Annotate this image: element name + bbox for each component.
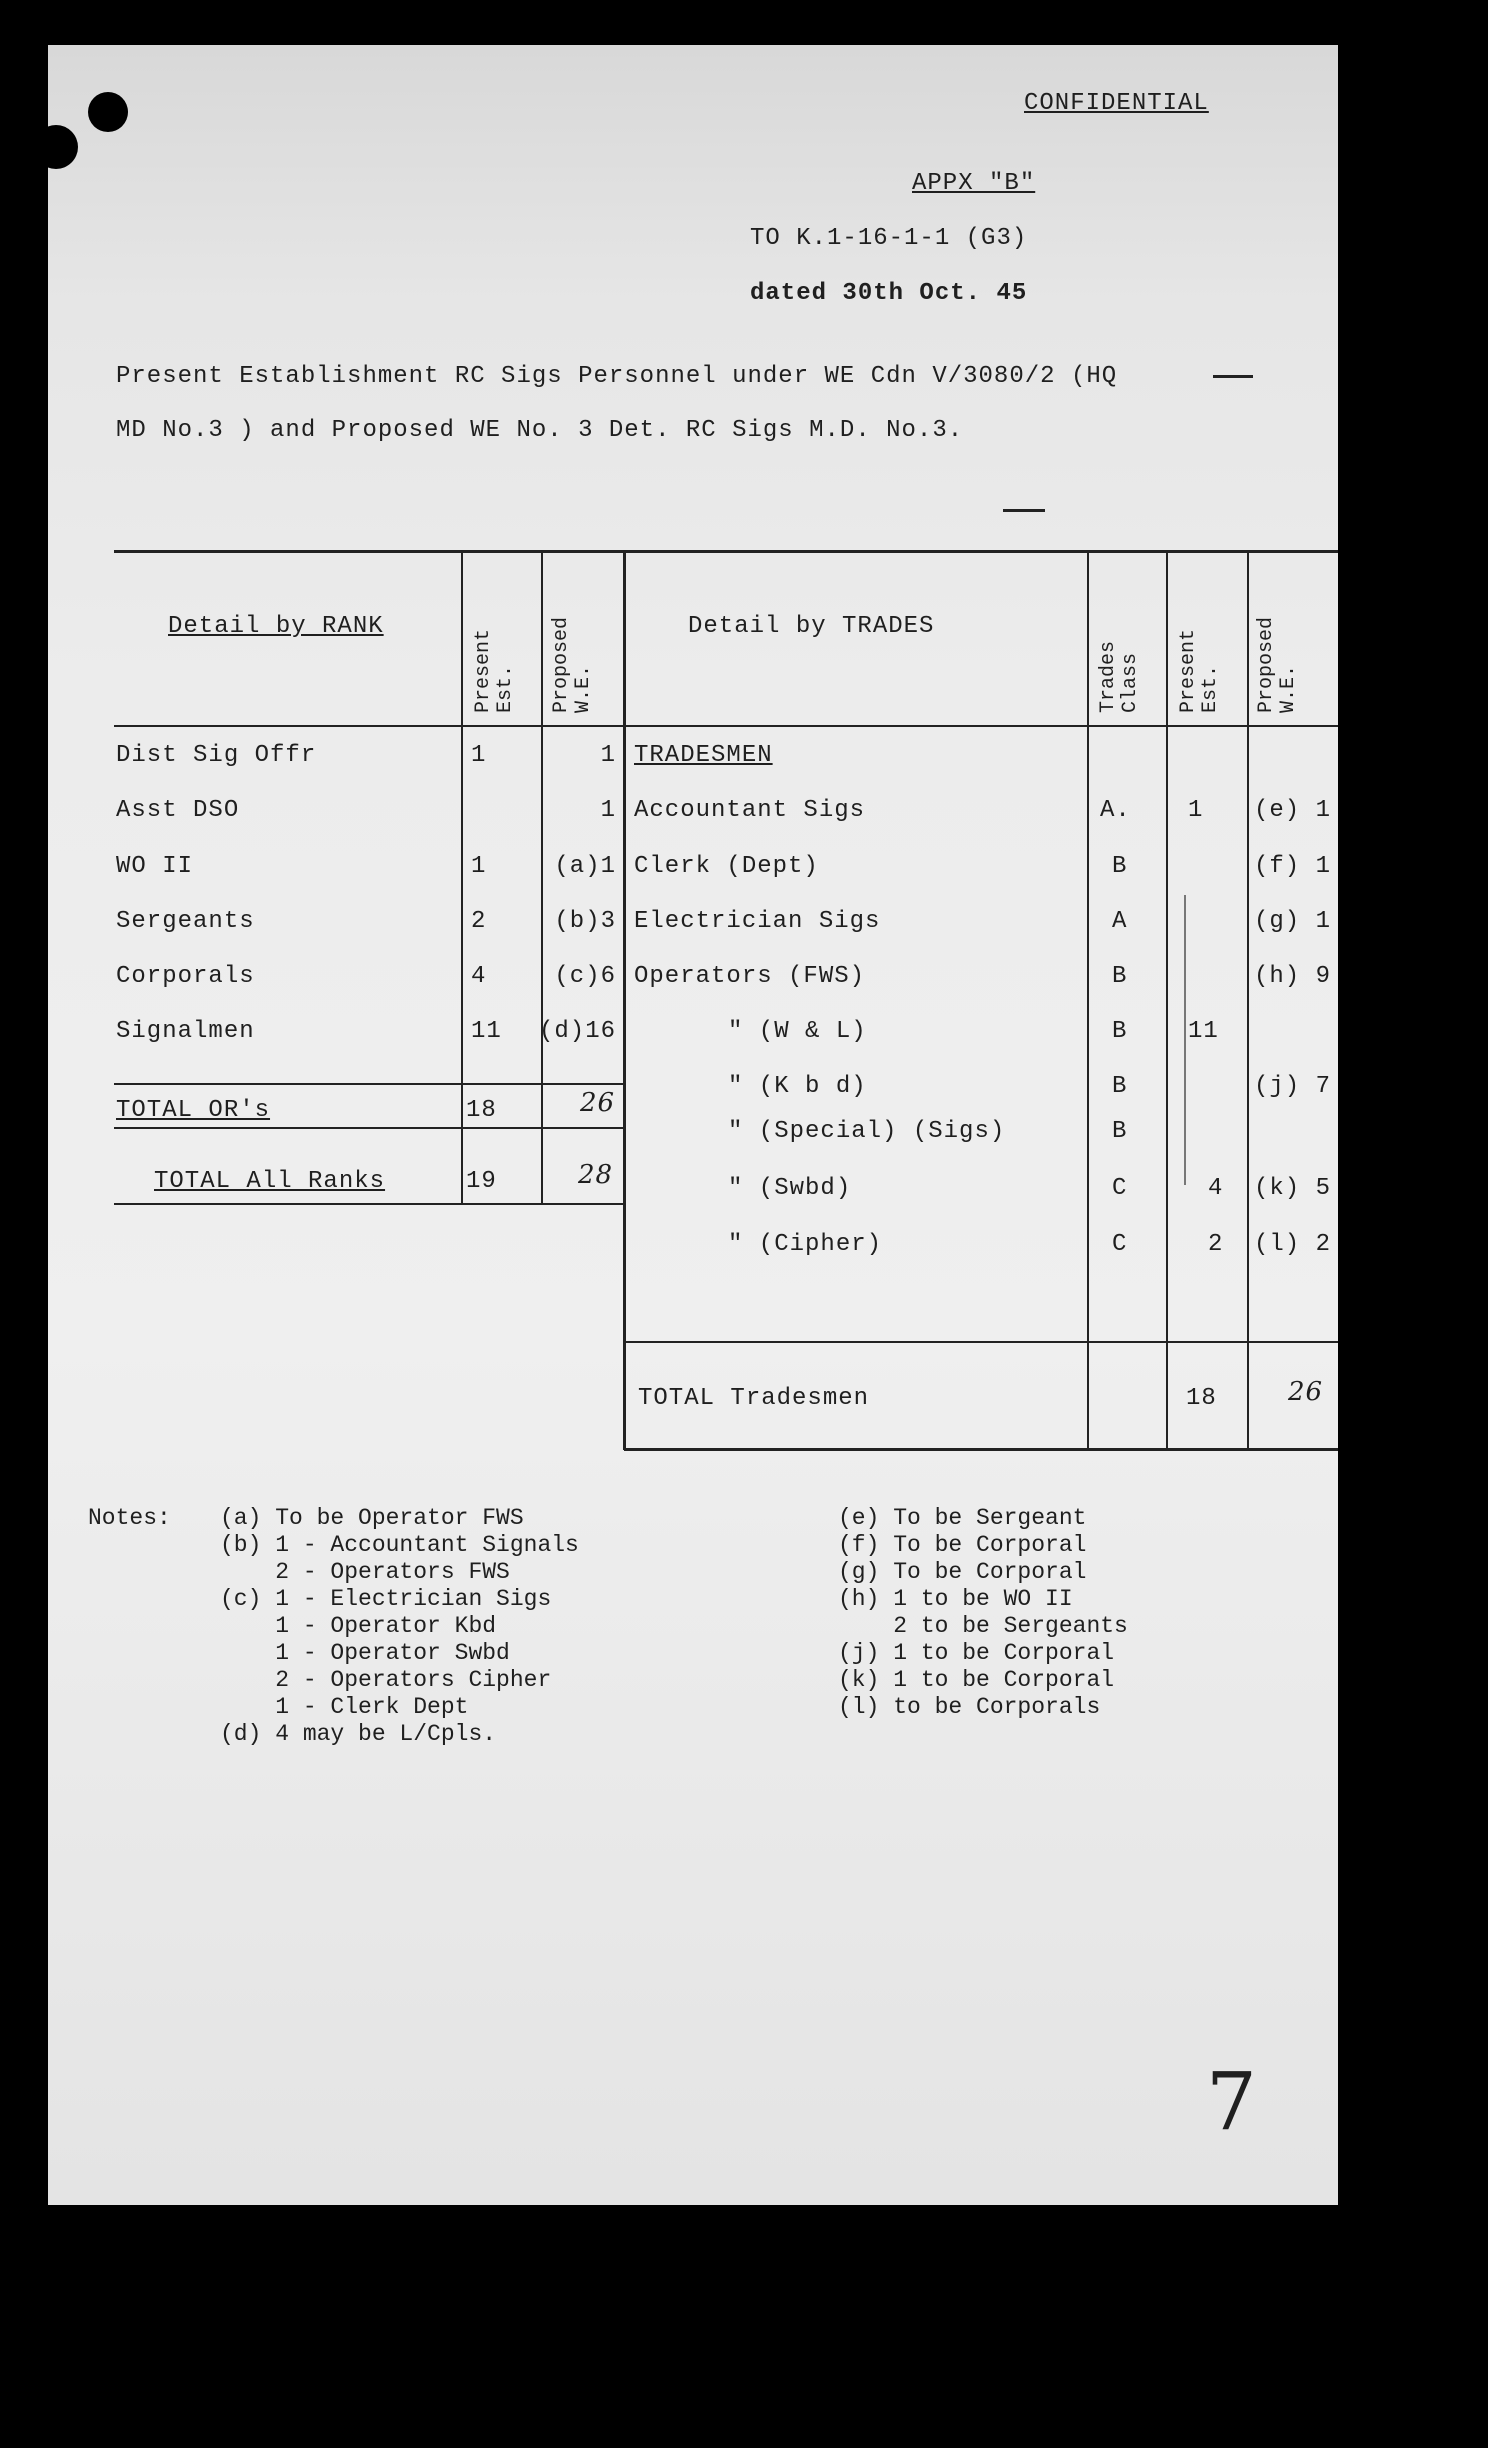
trade-proposed-cell: (f) 1: [1254, 853, 1332, 880]
rank-cell: WO II: [116, 853, 194, 880]
trade-cell: Operators (FWS): [634, 963, 866, 990]
ranks-col-rule: [541, 550, 543, 1205]
appendix-label: APPX "B": [912, 170, 1036, 197]
document-title-line-2: MD No.3 ) and Proposed WE No. 3 Det. RC Sigs M.D. No.3.: [116, 417, 964, 444]
rank-proposed-cell: (d)16: [538, 1018, 616, 1045]
trades-total-rule: [624, 1341, 1338, 1343]
document-date: dated 30th Oct. 45: [750, 280, 1028, 307]
rank-present-cell: 1: [471, 742, 487, 769]
rank-proposed-cell: (b)3: [554, 908, 616, 935]
ranks-total-rule: [114, 1127, 624, 1129]
trades-col-rule: [1087, 550, 1089, 1450]
trade-class-cell: B: [1112, 963, 1128, 990]
trade-proposed-cell: (k) 5: [1254, 1175, 1332, 1202]
trade-proposed-cell: (l) 2: [1254, 1231, 1332, 1258]
trade-proposed-cell: (g) 1: [1254, 908, 1332, 935]
trade-proposed-cell: (h) 9: [1254, 963, 1332, 990]
brace-mark: [1184, 895, 1186, 1185]
notes-right-column: (e) To be Sergeant (f) To be Corporal (g) To be Corporal (h) 1 to be WO II 2 to be Sergeants (j) 1 to be Corporal (k) 1 to be Corporal (l) to be Corporals: [838, 1505, 1128, 1720]
total-ors-proposed: 26: [580, 1088, 616, 1118]
trade-present-cell: 1: [1188, 797, 1204, 824]
ranks-present-header: Present Est.: [472, 628, 517, 713]
table-header-rule: [114, 725, 1338, 727]
punch-hole: [48, 125, 78, 169]
trade-proposed-cell: (e) 1: [1254, 797, 1332, 824]
trades-detail-header: Detail by TRADES: [688, 613, 935, 640]
rank-proposed-cell: 1: [600, 797, 616, 824]
trade-present-cell: 2: [1208, 1231, 1224, 1258]
rank-present-cell: 1: [471, 853, 487, 880]
trades-col-rule: [1247, 550, 1249, 1450]
rank-proposed-cell: (a)1: [554, 853, 616, 880]
notes-label: Notes:: [88, 1505, 171, 1531]
total-tradesmen-present: 18: [1186, 1385, 1217, 1412]
ranks-col-rule: [461, 550, 463, 1205]
ranks-total-rule: [114, 1203, 624, 1205]
trade-class-cell: B: [1112, 1018, 1128, 1045]
pen-mark: [1213, 375, 1253, 378]
document-title-line-1: Present Establishment RC Sigs Personnel under WE Cdn V/3080/2 (HQ: [116, 363, 1118, 390]
rank-cell: Corporals: [116, 963, 255, 990]
trades-col-rule: [1166, 550, 1168, 1450]
total-ors-label: TOTAL OR's: [116, 1097, 271, 1124]
page-number: 7: [1206, 2055, 1258, 2148]
rank-present-cell: 4: [471, 963, 487, 990]
trade-cell: Clerk (Dept): [634, 853, 819, 880]
ranks-col-rule: [623, 550, 626, 1450]
trade-class-cell: B: [1112, 1118, 1128, 1145]
trade-cell: " (Special) (Sigs): [728, 1118, 1006, 1145]
trade-class-cell: B: [1112, 1073, 1128, 1100]
ranks-proposed-header: Proposed W.E.: [550, 616, 595, 713]
trades-section-label: TRADESMEN: [634, 742, 773, 769]
notes-left-column: (a) To be Operator FWS (b) 1 - Accountant Signals 2 - Operators FWS (c) 1 - Electrician Sigs 1 - Operator Kbd 1 - Operator Swbd 2 - Operators Cipher 1 - Clerk Dept (d) 4 may be L/Cpls.: [220, 1505, 579, 1747]
rank-cell: Dist Sig Offr: [116, 742, 317, 769]
rank-proposed-cell: (c)6: [554, 963, 616, 990]
rank-present-cell: 11: [471, 1018, 502, 1045]
trade-cell: " (Cipher): [728, 1231, 883, 1258]
total-tradesmen-label: TOTAL Tradesmen: [638, 1385, 870, 1412]
rank-cell: Signalmen: [116, 1018, 255, 1045]
document-page: [48, 45, 1338, 2205]
table-top-rule: [114, 550, 1338, 553]
trade-cell: " (K b d): [728, 1073, 867, 1100]
pen-mark: [1003, 509, 1045, 512]
rank-present-cell: 2: [471, 908, 487, 935]
total-all-present: 19: [466, 1168, 497, 1195]
confidential-stamp: CONFIDENTIAL: [1024, 90, 1209, 117]
trades-class-header: Trades Class: [1097, 640, 1142, 713]
total-all-proposed: 28: [578, 1160, 614, 1190]
trade-cell: " (Swbd): [728, 1175, 852, 1202]
ranks-detail-header: Detail by RANK: [168, 613, 384, 640]
trade-class-cell: C: [1112, 1231, 1128, 1258]
total-ors-present: 18: [466, 1097, 497, 1124]
trade-proposed-cell: (j) 7: [1254, 1073, 1332, 1100]
total-tradesmen-proposed: 26: [1288, 1377, 1324, 1407]
trade-class-cell: A.: [1100, 797, 1131, 824]
trade-cell: Electrician Sigs: [634, 908, 881, 935]
trade-class-cell: C: [1112, 1175, 1128, 1202]
trade-present-cell: 11: [1188, 1018, 1219, 1045]
trade-class-cell: B: [1112, 853, 1128, 880]
punch-hole: [88, 92, 128, 132]
trades-present-header: Present Est.: [1177, 628, 1222, 713]
trade-cell: " (W & L): [728, 1018, 867, 1045]
trades-bottom-rule: [624, 1448, 1338, 1451]
trade-class-cell: A: [1112, 908, 1128, 935]
rank-cell: Sergeants: [116, 908, 255, 935]
trades-proposed-header: Proposed W.E.: [1255, 616, 1300, 713]
total-all-label: TOTAL All Ranks: [154, 1168, 386, 1195]
rank-proposed-cell: 1: [600, 742, 616, 769]
trade-cell: Accountant Sigs: [634, 797, 866, 824]
ranks-total-rule: [114, 1083, 624, 1085]
trade-present-cell: 4: [1208, 1175, 1224, 1202]
rank-cell: Asst DSO: [116, 797, 240, 824]
reference-number: TO K.1-16-1-1 (G3): [750, 225, 1028, 252]
